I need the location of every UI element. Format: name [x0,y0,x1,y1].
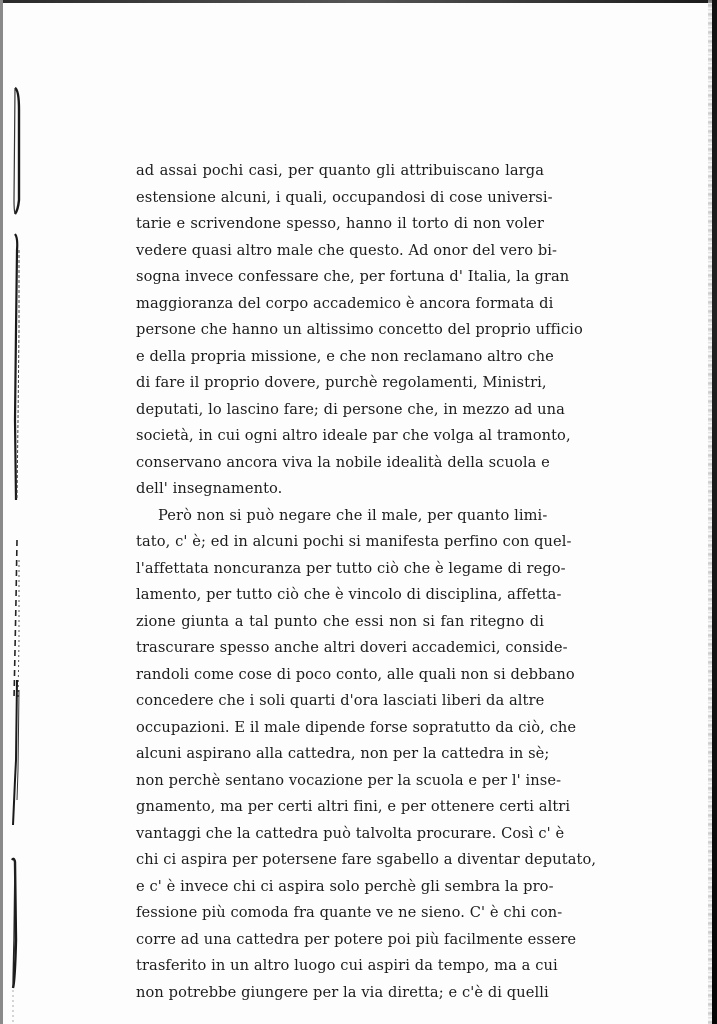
binding-mark-1 [15,88,19,214]
paragraph-1 [136,158,583,503]
text-line: vedere quasi altro male che questo. Ad onor del vero bi- [136,241,558,259]
text-line: trasferito in un altro luogo cui aspiri da tempo, ma a cui [136,957,558,974]
text-line: vantaggi che la cattedra può talvolta procurare. Così c' è [136,824,565,842]
text-line: deputati, lo lascino fare; di persone che, in mezzo ad una [136,400,565,418]
body-text [136,158,597,1006]
text-line: gnamento, ma per certi altri fini, e per ottenere certi altri [136,798,571,815]
text-line: e della propria missione, e che non reclamano altro che [136,347,554,365]
text-line: tarie e scrivendone spesso, hanno il torto di non voler [136,215,544,232]
text-line: dell' insegnamento. [136,480,283,497]
text-line: estensione alcuni, i quali, occupandosi di cose universi- [136,188,553,206]
text-line: fessione più comoda fra quante ve ne sieno. C' è chi con- [136,904,563,921]
text-line: di fare il proprio dovere, purchè regolamenti, Ministri, [136,374,547,391]
binding-stitch-marks [0,0,40,1024]
text-line: e c' è invece chi ci aspira solo perchè gli sembra la pro- [136,877,554,895]
text-line: concedere che i soli quarti d'ora lasciati liberi da altre [136,692,545,709]
text-line: conservano ancora viva la nobile idealità della scuola e [136,453,550,471]
text-line: tato, c' è; ed in alcuni pochi si manifesta perfino con quel- [136,533,572,550]
text-line: trascurare spesso anche altri doveri accademici, conside- [136,639,568,656]
text-line: persone che hanno un altissimo concetto del proprio ufficio [136,321,583,338]
text-line: corre ad una cattedra per potere poi più facilmente essere [136,930,577,948]
page-right-edge [712,0,717,1024]
text-line: zione giunta a tal punto che essi non si fan ritegno di [136,612,544,630]
text-line: non potrebbe giungere per la via diretta; e c'è di quelli [136,983,549,1001]
text-line: lamento, per tutto ciò che è vincolo di disciplina, affetta- [136,586,562,603]
text-line: Però non si può negare che il male, per quanto limi- [158,506,548,524]
text-line: chi ci aspira per potersene fare sgabello a diventar deputato, [136,851,597,868]
binding-mark-1b [14,88,15,214]
text-line: l'affettata noncuranza per tutto ciò che è legame di rego- [136,559,566,577]
paragraph-2 [136,503,597,1007]
page-top-edge [0,0,717,3]
text-line: alcuni aspirano alla cattedra, non per la cattedra in sè; [136,745,550,762]
text-line: maggioranza del corpo accademico è ancora formata di [136,294,554,312]
binding-mark-3 [14,540,17,700]
binding-mark-4 [13,680,17,825]
text-line: non perchè sentano vocazione per la scuola e per l' inse- [136,771,562,789]
binding-mark-2 [15,234,17,500]
text-line: randoli come cose di poco conto, alle quali non si debbano [136,665,575,683]
binding-mark-3b [18,560,19,700]
text-line: società, in cui ogni altro ideale par che volga al tramonto, [136,427,571,444]
text-line: ad assai pochi casi, per quanto gli attribuiscano larga [136,162,544,179]
text-line: sogna invece confessare che, per fortuna d' Italia, la gran [136,268,570,285]
text-line: occupazioni. E il male dipende forse sopratutto da ciò, che [136,718,577,736]
